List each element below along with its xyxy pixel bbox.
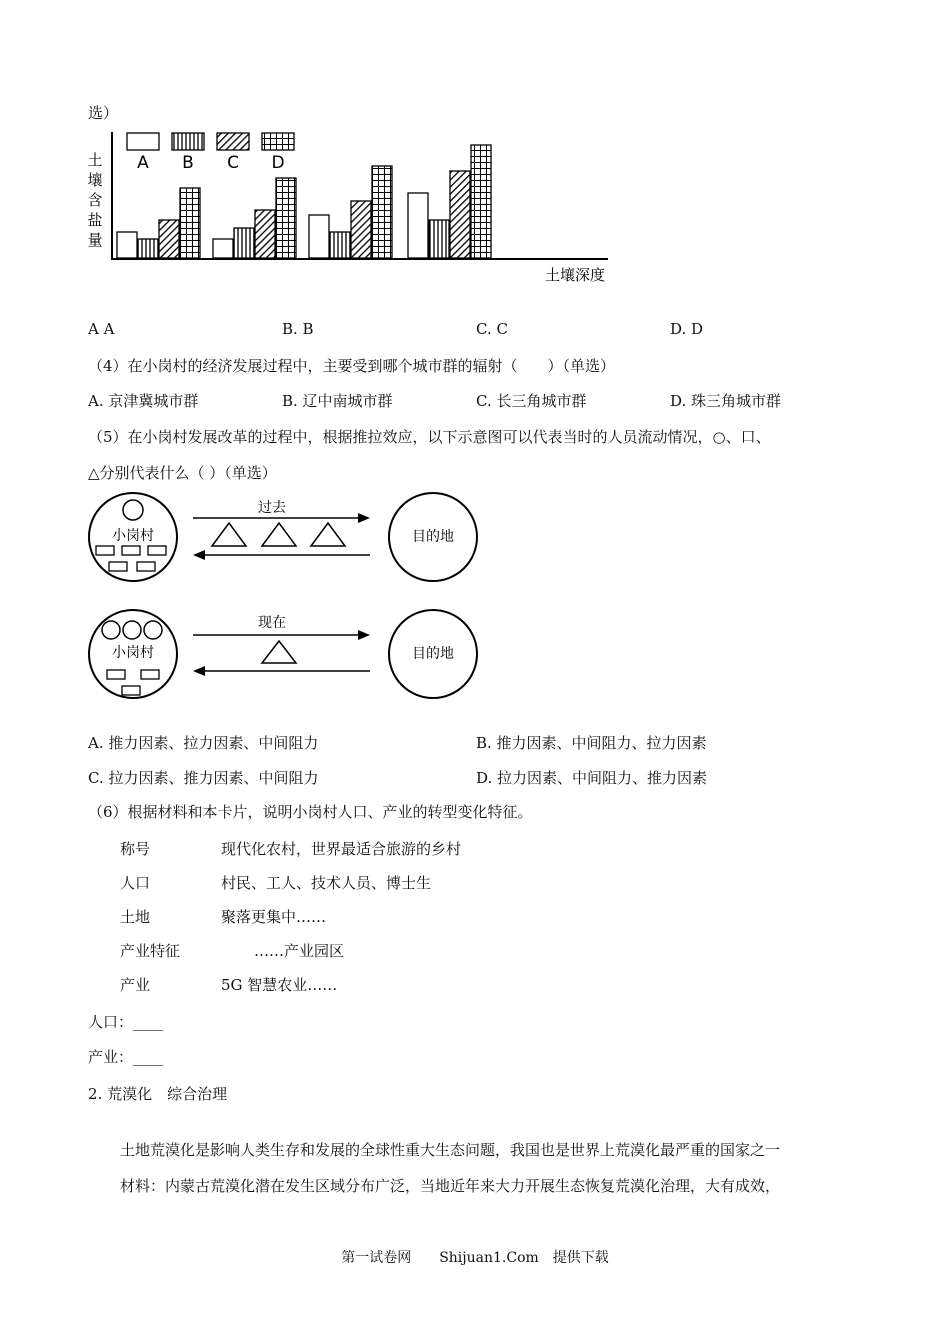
bar-a-group-3 bbox=[309, 215, 329, 258]
card-key: 土地 bbox=[120, 908, 151, 926]
q5-question-line2: △分别代表什么（ ）（单选） bbox=[88, 464, 277, 482]
square-symbol bbox=[109, 562, 127, 571]
card-value: 聚落更集中…… bbox=[221, 908, 327, 926]
bar-c-group-4 bbox=[450, 171, 470, 258]
square-symbol bbox=[141, 670, 159, 679]
q4-option-a[interactable]: A. 京津冀城市群 bbox=[88, 392, 199, 410]
legend-swatch-a bbox=[127, 133, 159, 150]
q3-tail: 选） bbox=[88, 104, 119, 122]
q6-question: （6）根据材料和本卡片，说明小岗村人口、产业的转型变化特征。 bbox=[88, 803, 533, 821]
triangle-symbol bbox=[212, 523, 246, 546]
q3-option-d[interactable]: D. D bbox=[670, 320, 704, 338]
q4-question: （4）在小岗村的经济发展过程中，主要受到哪个城市群的辐射（ ）（单选） bbox=[88, 357, 616, 375]
bar-b-group-3 bbox=[330, 232, 350, 258]
card-value: 村民、工人、技术人员、博士生 bbox=[221, 874, 432, 892]
card-key: 产业 bbox=[120, 976, 151, 994]
soil-salinity-chart bbox=[80, 125, 620, 285]
legend-swatch-c bbox=[217, 133, 249, 150]
q5-option-a[interactable]: A. 推力因素、拉力因素、中间阻力 bbox=[88, 734, 319, 752]
bar-c-group-3 bbox=[351, 201, 371, 258]
circle-symbol bbox=[144, 621, 162, 639]
card-value: 现代化农村，世界最适合旅游的乡村 bbox=[221, 840, 462, 858]
bar-d-group-4 bbox=[471, 145, 491, 258]
page-footer: 第一试卷网 Shijuan1.Com 提供下载 bbox=[341, 1250, 609, 1266]
card-key: 人口 bbox=[120, 874, 151, 892]
q3-option-c[interactable]: C. C bbox=[476, 320, 508, 338]
x-axis-label: 土壤深度 bbox=[544, 266, 606, 284]
destination-label-now: 目的地 bbox=[412, 646, 454, 662]
square-symbol bbox=[122, 546, 140, 555]
bar-c-group-2 bbox=[255, 210, 275, 258]
card-key: 产业特征 bbox=[120, 942, 181, 960]
legend-swatch-b bbox=[172, 133, 204, 150]
card-value: 5G 智慧农业…… bbox=[221, 976, 338, 994]
circle-symbol bbox=[102, 621, 120, 639]
bar-b-group-1 bbox=[138, 239, 158, 258]
bar-c-group-1 bbox=[159, 220, 179, 258]
section2-title: 2. 荒漠化 综合治理 bbox=[88, 1085, 228, 1103]
q4-option-b[interactable]: B. 辽中南城市群 bbox=[282, 392, 393, 410]
bar-a-group-4 bbox=[408, 193, 428, 258]
section2-paragraph-1: 土地荒漠化是影响人类生存和发展的全球性重大生态问题，我国也是世界上荒漠化最严重的国家之一 bbox=[120, 1141, 781, 1159]
card-key: 称号 bbox=[120, 840, 151, 858]
q5-option-d[interactable]: D. 拉力因素、中间阻力、推力因素 bbox=[476, 769, 708, 787]
destination-label-past: 目的地 bbox=[412, 529, 454, 545]
y-axis-label bbox=[87, 151, 102, 249]
chart-bars bbox=[117, 145, 491, 258]
section2-paragraph-2: 材料：内蒙古荒漠化潜在发生区域分布广泛，当地近年来大力开展生态恢复荒漠化治理，大有成效， bbox=[120, 1177, 781, 1195]
village-label-past: 小岗村 bbox=[112, 528, 154, 544]
legend-label-c: C bbox=[227, 153, 239, 173]
legend-label-d: D bbox=[271, 153, 285, 173]
village-label-now: 小岗村 bbox=[112, 645, 154, 661]
svg-text:壤: 壤 bbox=[87, 171, 103, 189]
q3-option-b[interactable]: B. B bbox=[282, 320, 314, 338]
legend-label-a: A bbox=[137, 153, 149, 173]
q5-option-b[interactable]: B. 推力因素、中间阻力、拉力因素 bbox=[476, 734, 707, 752]
circle-symbol bbox=[123, 500, 143, 520]
triangle-symbol bbox=[311, 523, 345, 546]
square-symbol bbox=[137, 562, 155, 571]
bar-b-group-4 bbox=[429, 220, 449, 258]
square-symbol bbox=[107, 670, 125, 679]
past-label: 过去 bbox=[258, 500, 286, 516]
square-symbol bbox=[96, 546, 114, 555]
q4-option-c[interactable]: C. 长三角城市群 bbox=[476, 392, 587, 410]
circle-symbol bbox=[123, 621, 141, 639]
diagram-now bbox=[89, 610, 477, 698]
diagram-past bbox=[89, 493, 477, 581]
bar-a-group-1 bbox=[117, 232, 137, 258]
triangle-symbol bbox=[262, 641, 296, 663]
push-pull-diagram bbox=[80, 490, 500, 710]
svg-text:含: 含 bbox=[87, 191, 103, 209]
q4-option-d[interactable]: D. 珠三角城市群 bbox=[670, 392, 782, 410]
now-label: 现在 bbox=[258, 615, 286, 631]
q5-question-line1: （5）在小岗村发展改革的过程中，根据推拉效应，以下示意图可以代表当时的人员流动情况，○、口、 bbox=[88, 428, 771, 446]
svg-text:盐: 盐 bbox=[87, 211, 103, 229]
svg-text:量: 量 bbox=[87, 231, 103, 249]
legend-label-b: B bbox=[182, 153, 194, 173]
bar-d-group-3 bbox=[372, 166, 392, 258]
q5-option-c[interactable]: C. 拉力因素、推力因素、中间阻力 bbox=[88, 769, 319, 787]
square-symbol bbox=[148, 546, 166, 555]
bar-d-group-2 bbox=[276, 178, 296, 258]
square-symbol bbox=[122, 686, 140, 695]
chart-legend bbox=[127, 133, 294, 173]
svg-text:土: 土 bbox=[87, 151, 103, 169]
q3-option-a[interactable]: A A bbox=[88, 320, 115, 338]
triangle-symbol bbox=[262, 523, 296, 546]
bar-b-group-2 bbox=[234, 228, 254, 258]
bar-a-group-2 bbox=[213, 239, 233, 258]
legend-swatch-d bbox=[262, 133, 294, 150]
answer-industry[interactable]: 产业：____ bbox=[88, 1048, 164, 1066]
bar-d-group-1 bbox=[180, 188, 200, 258]
answer-population[interactable]: 人口：____ bbox=[88, 1013, 164, 1031]
card-value: ……产业园区 bbox=[254, 942, 345, 960]
